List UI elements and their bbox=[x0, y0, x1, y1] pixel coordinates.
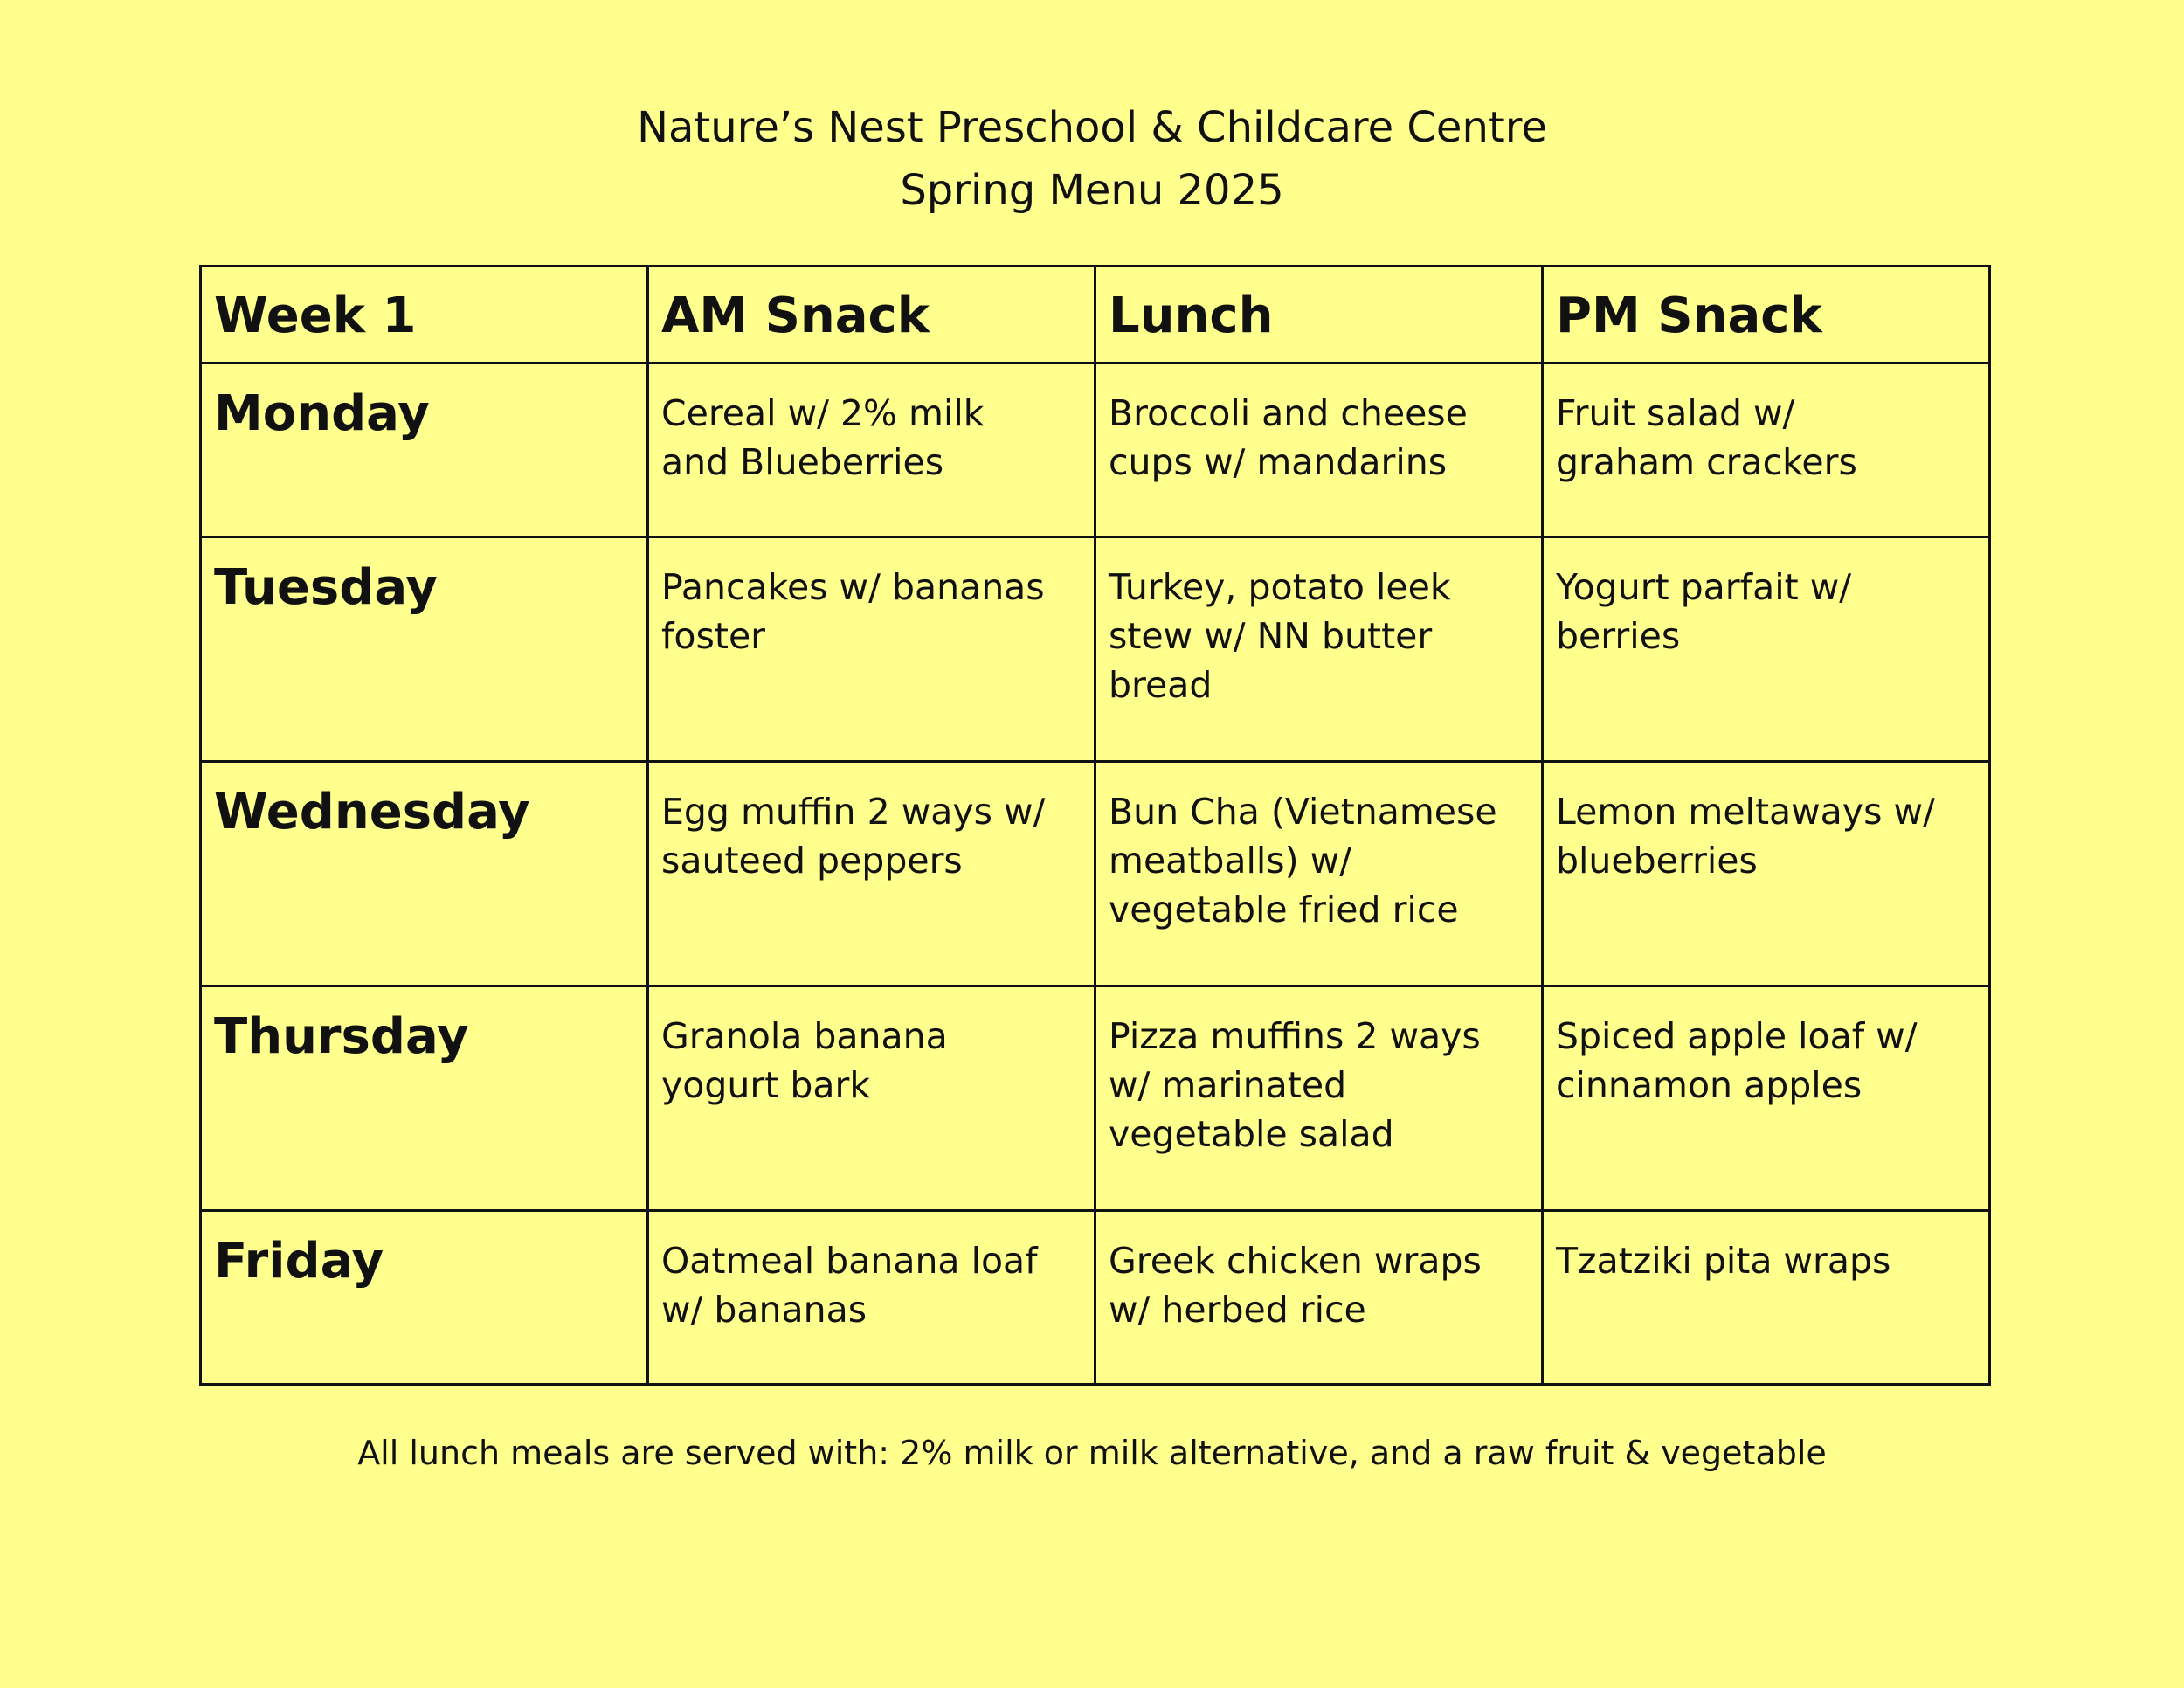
header-row bbox=[201, 266, 1990, 363]
lunch-cell bbox=[1095, 537, 1543, 762]
day-cell: Friday bbox=[201, 1211, 648, 1385]
column-header-lunch: Lunch bbox=[1095, 266, 1543, 363]
pm-snack-cell bbox=[1543, 762, 1990, 986]
lunch-cell bbox=[1095, 363, 1543, 537]
pm-snack-cell bbox=[1543, 537, 1990, 762]
day-cell: Tuesday bbox=[201, 537, 648, 762]
meal-text-line: w/ herbed rice bbox=[1109, 1289, 1366, 1331]
table-row bbox=[201, 986, 1990, 1211]
pm-snack-cell bbox=[1543, 363, 1990, 537]
meal-text-line: cups w/ mandarins bbox=[1109, 441, 1448, 483]
meal-text-line: Fruit salad w/ bbox=[1556, 392, 1795, 434]
meal-text-line: foster bbox=[661, 615, 766, 657]
meal-text-line: graham crackers bbox=[1556, 441, 1857, 483]
meal-text-line: Yogurt parfait w/ bbox=[1556, 566, 1852, 608]
meal-text-line: Greek chicken wraps bbox=[1109, 1240, 1482, 1282]
meal-text-line: vegetable salad bbox=[1109, 1113, 1394, 1155]
lunch-cell bbox=[1095, 1211, 1543, 1385]
day-cell: Monday bbox=[201, 363, 648, 537]
meal-text-line: blueberries bbox=[1556, 840, 1758, 882]
day-cell: Thursday bbox=[201, 986, 648, 1211]
meal-text-line: Lemon meltaways w/ bbox=[1556, 791, 1935, 833]
am-snack-cell bbox=[648, 762, 1095, 986]
column-header-pm-snack: PM Snack bbox=[1543, 266, 1990, 363]
meal-text-line: yogurt bark bbox=[661, 1064, 871, 1106]
meal-text-line: w/ marinated bbox=[1109, 1064, 1347, 1106]
meal-text-line: bread bbox=[1109, 664, 1213, 706]
meal-text-line: Cereal w/ 2% milk bbox=[661, 392, 985, 434]
meal-text-line: Oatmeal banana loaf bbox=[661, 1240, 1038, 1282]
footnote: All lunch meals are served with: 2% milk or milk alternative, and a raw fruit & vegetable bbox=[357, 1434, 1827, 1472]
meal-text-line: Bun Cha (Vietnamese bbox=[1109, 791, 1497, 833]
lunch-cell bbox=[1095, 762, 1543, 986]
meal-text-line: and Blueberries bbox=[661, 441, 944, 483]
table-row bbox=[201, 363, 1990, 537]
meal-text-line: Spiced apple loaf w/ bbox=[1556, 1015, 1918, 1057]
menu-table bbox=[199, 265, 1991, 1386]
table-row bbox=[201, 537, 1990, 762]
document-subtitle: Spring Menu 2025 bbox=[900, 166, 1284, 215]
pm-snack-cell bbox=[1543, 1211, 1990, 1385]
meal-text-line: Granola banana bbox=[661, 1015, 948, 1057]
meal-text-line: Turkey, potato leek bbox=[1109, 566, 1451, 608]
meal-text-line: Tzatziki pita wraps bbox=[1556, 1240, 1891, 1282]
meal-text-line: vegetable fried rice bbox=[1109, 889, 1459, 930]
meal-text-line: berries bbox=[1556, 615, 1681, 657]
meal-text-line: Pizza muffins 2 ways bbox=[1109, 1015, 1481, 1057]
meal-text-line: Egg muffin 2 ways w/ bbox=[661, 791, 1046, 833]
table-row bbox=[201, 762, 1990, 986]
meal-text-line: cinnamon apples bbox=[1556, 1064, 1863, 1106]
column-header-week: Week 1 bbox=[201, 266, 648, 363]
am-snack-cell bbox=[648, 363, 1095, 537]
day-cell: Wednesday bbox=[201, 762, 648, 986]
meal-text-line: Broccoli and cheese bbox=[1109, 392, 1468, 434]
menu-table-body bbox=[201, 363, 1990, 1385]
am-snack-cell bbox=[648, 1211, 1095, 1385]
meal-text-line: stew w/ NN butter bbox=[1109, 615, 1433, 657]
menu-table-header bbox=[201, 266, 1990, 363]
pm-snack-cell bbox=[1543, 986, 1990, 1211]
table-row bbox=[201, 1211, 1990, 1385]
meal-text-line: sauteed peppers bbox=[661, 840, 963, 882]
am-snack-cell bbox=[648, 537, 1095, 762]
meal-text-line: Pancakes w/ bananas bbox=[661, 566, 1045, 608]
meal-text-line: w/ bananas bbox=[661, 1289, 867, 1331]
lunch-cell bbox=[1095, 986, 1543, 1211]
column-header-am-snack: AM Snack bbox=[648, 266, 1095, 363]
meal-text-line: meatballs) w/ bbox=[1109, 840, 1352, 882]
am-snack-cell bbox=[648, 986, 1095, 1211]
document-title: Nature’s Nest Preschool & Childcare Centre bbox=[637, 103, 1547, 152]
